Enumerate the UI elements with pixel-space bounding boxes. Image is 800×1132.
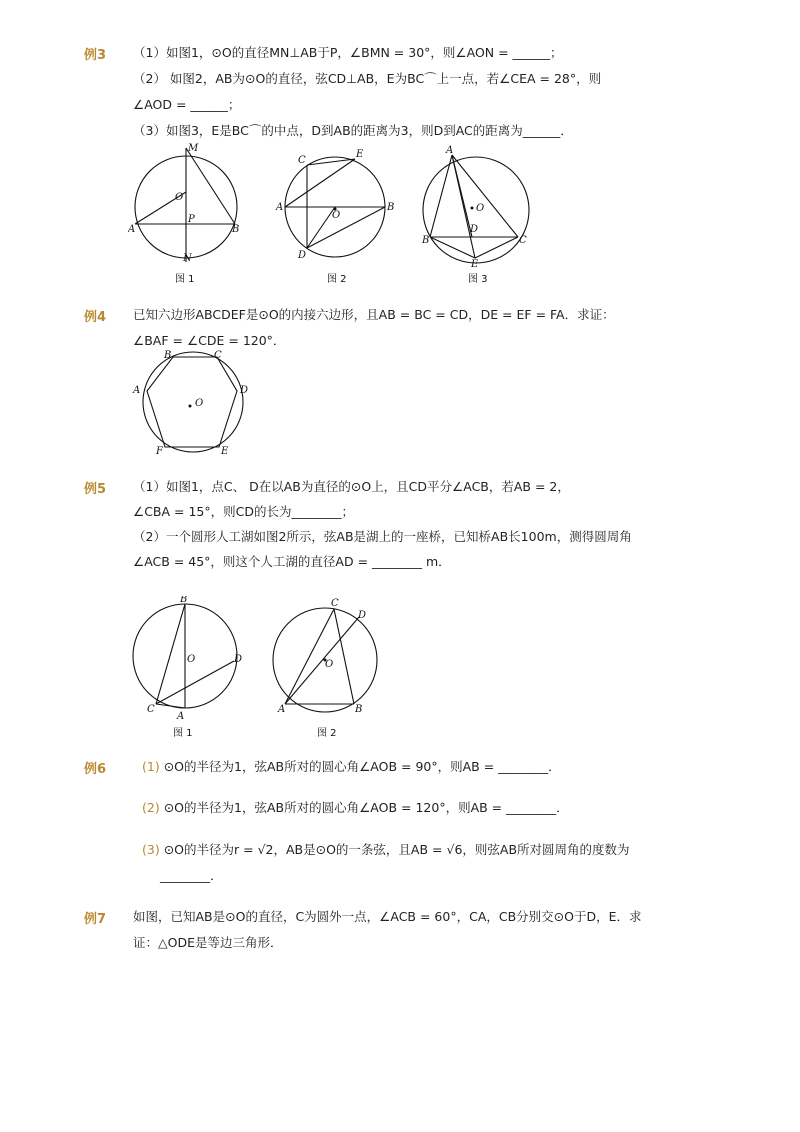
- svg-text:D: D: [234, 654, 243, 665]
- svg-text:B: B: [422, 235, 430, 246]
- ex5-fig1-caption: 图 1: [173, 728, 193, 739]
- ex3-figure-1: [128, 140, 248, 290]
- example-3-label: 例3: [84, 48, 107, 63]
- example-6-part-3-cont: ________．: [160, 868, 223, 883]
- svg-text:O: O: [325, 659, 334, 670]
- example-6-part-2: [142, 799, 569, 817]
- ex3-fig1-caption: 图 1: [175, 274, 195, 285]
- example-4-line-2: ∠BAF = ∠CDE = 120°．: [133, 333, 286, 348]
- example-4-label: 例4: [84, 310, 107, 325]
- example-5-label: 例5: [84, 482, 107, 497]
- example-7-line-1: 如图，已知AB是⊙O的直径，C为圆外一点，∠ACB = 60°，CA，CB分别交⊙O于D，E．求: [133, 909, 642, 924]
- svg-text:C: C: [147, 704, 155, 715]
- part-3-number: (3): [142, 842, 160, 857]
- part-2-text: ⊙O的半径为1，弦AB所对的圆心角∠AOB = 120°，则AB = ________．: [163, 800, 569, 815]
- ex4-hexagon-figure: [130, 346, 260, 458]
- svg-text:P: P: [188, 214, 195, 225]
- svg-text:E: E: [356, 149, 364, 160]
- svg-text:C: C: [331, 598, 339, 609]
- svg-text:O: O: [476, 203, 485, 214]
- svg-text:D: D: [358, 610, 367, 621]
- svg-text:A: A: [133, 385, 141, 396]
- svg-text:O: O: [175, 192, 184, 203]
- svg-text:A: A: [128, 224, 136, 235]
- svg-text:O: O: [187, 654, 196, 665]
- example-3-line-4: （3）如图3，E是BC⌒的中点，D到AB的距离为3，则D到AC的距离为______．: [133, 123, 573, 138]
- ex3-fig2-caption: 图 2: [327, 274, 347, 285]
- svg-text:O: O: [195, 398, 204, 409]
- svg-text:M: M: [188, 143, 199, 154]
- example-6-label: 例6: [84, 762, 107, 777]
- svg-text:D: D: [240, 385, 249, 396]
- example-7-line-2: 证：△ODE是等边三角形．: [133, 935, 283, 950]
- svg-text:N: N: [183, 253, 192, 264]
- svg-text:B: B: [232, 224, 240, 235]
- ex3-figure-2: [272, 140, 402, 290]
- svg-text:E: E: [471, 259, 479, 270]
- svg-text:C: C: [214, 350, 222, 361]
- svg-text:A: A: [177, 711, 185, 722]
- example-5-line-4: ∠ACB = 45°，则这个人工湖的直径AD = ________ m．: [133, 554, 451, 569]
- svg-text:E: E: [221, 446, 229, 457]
- svg-text:B: B: [355, 704, 363, 715]
- ex5-fig2-caption: 图 2: [317, 728, 337, 739]
- svg-text:B: B: [180, 596, 188, 605]
- svg-text:A: A: [276, 202, 284, 213]
- ex5-figure-2: [266, 596, 396, 741]
- ex3-fig3-caption: 图 3: [468, 274, 488, 285]
- example-5-line-3: （2）一个圆形人工湖如图2所示，弦AB是湖上的一座桥，已知桥AB长100m，测得圆周角: [133, 529, 632, 544]
- svg-text:C: C: [298, 155, 306, 166]
- example-3-line-1: （1）如图1，⊙O的直径MN⊥AB于P，∠BMN = 30°，则∠AON = ______；: [133, 45, 563, 60]
- svg-text:B: B: [387, 202, 395, 213]
- example-6-part-3: [142, 841, 630, 859]
- svg-text:C: C: [519, 235, 527, 246]
- part-2-number: (2): [142, 800, 160, 815]
- svg-text:A: A: [446, 145, 454, 156]
- part-3-text: ⊙O的半径为r = √2，AB是⊙O的一条弦，且AB = √6，则弦AB所对圆周角的度数为: [163, 842, 630, 857]
- svg-text:D: D: [470, 224, 479, 235]
- example-4-line-1: 已知六边形ABCDEF是⊙O的内接六边形，且AB = BC = CD，DE = EF = FA．求证：: [133, 307, 615, 322]
- example-7-label: 例7: [84, 912, 107, 927]
- example-3-line-3: ∠AOD = ______；: [133, 97, 241, 112]
- ex5-figure-1: [128, 596, 258, 741]
- ex3-figure-3: [418, 140, 538, 290]
- svg-text:F: F: [156, 446, 163, 457]
- example-5-line-1: （1）如图1，点C、 D在以AB为直径的⊙O上，且CD平分∠ACB，若AB = 2，: [133, 479, 570, 494]
- part-1-text: ⊙O的半径为1，弦AB所对的圆心角∠AOB = 90°，则AB = ________．: [163, 759, 561, 774]
- example-6-part-1: [142, 758, 561, 776]
- part-1-number: (1): [142, 759, 160, 774]
- example-5-line-2: ∠CBA = 15°，则CD的长为________；: [133, 504, 354, 519]
- example-3-line-2: （2） 如图2，AB为⊙O的直径，弦CD⊥AB，E为BC⌒上一点，若∠CEA = 28°，则: [133, 71, 602, 86]
- svg-text:O: O: [332, 210, 341, 221]
- svg-text:B: B: [164, 350, 172, 361]
- svg-text:A: A: [278, 704, 286, 715]
- svg-text:D: D: [298, 250, 307, 261]
